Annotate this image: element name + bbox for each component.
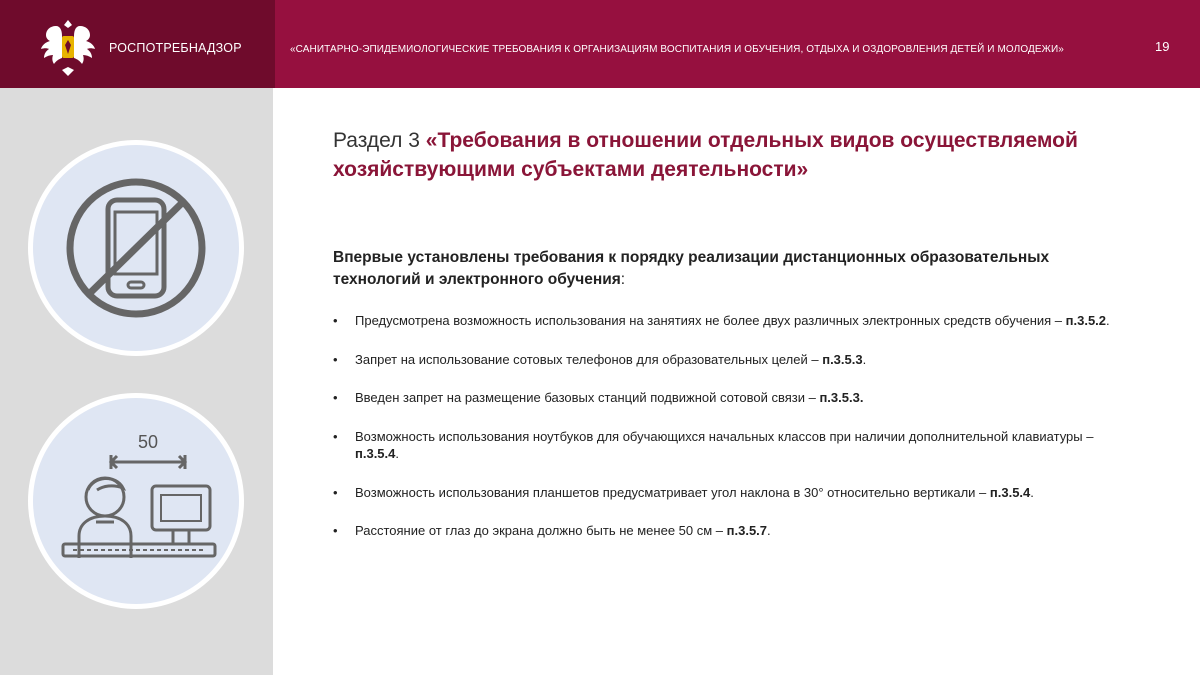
list-item-end: . (862, 351, 867, 367)
list-item (333, 484, 1123, 502)
list-item-end: . (1106, 313, 1110, 328)
section-heading (333, 126, 1093, 184)
brand-name: РОСПОТРЕБНАДЗОР (109, 41, 242, 55)
bullet-marker: • (333, 390, 338, 405)
list-item-text: Предусмотрена возможность использования на занятиях не более двух различных электронных средств обучения – (355, 313, 1066, 328)
clause-reference: п.3.5.7 (726, 523, 768, 538)
list-item (333, 389, 1123, 407)
no-phone-icon (33, 145, 239, 351)
bullet-marker: • (333, 523, 338, 538)
section-prefix: Раздел 3 (333, 129, 426, 152)
lead-paragraph (333, 247, 1093, 291)
child-at-computer-icon (33, 398, 239, 604)
no-phone-circle (28, 140, 244, 356)
list-item (333, 351, 1123, 369)
list-item-end: . (1030, 484, 1034, 500)
bullet-marker: • (333, 351, 338, 367)
bullet-marker: • (333, 313, 338, 328)
brand-block (0, 0, 275, 88)
list-item-end: . (767, 523, 771, 538)
clause-reference: п.3.5.4 (989, 484, 1031, 500)
list-item-text: Возможность использования ноутбуков для обучающихся начальных классов при наличии дополнительной клавиатуры – (355, 428, 1094, 444)
list-item (333, 428, 1123, 463)
list-item (333, 522, 1123, 540)
header (0, 0, 1200, 88)
bullet-marker: • (333, 484, 338, 500)
lead-text: Впервые установлены требования к порядку реализации дистанционных образовательных технологий и электронного обучения (333, 249, 1050, 288)
requirements-list (333, 312, 1123, 540)
clause-reference: п.3.5.4 (355, 446, 396, 461)
list-item-text: Введен запрет на размещение базовых станций подвижной сотовой связи – (355, 390, 820, 405)
list-item-text: Расстояние от глаз до экрана должно быть не менее 50 см – (355, 523, 727, 538)
clause-reference: п.3.5.3. (819, 390, 864, 405)
clause-reference: п.3.5.2 (1065, 313, 1107, 328)
clause-reference: п.3.5.3 (822, 351, 863, 367)
list-item (333, 312, 1123, 330)
list-item-text: Запрет на использование сотовых телефонов для образовательных целей – (355, 351, 823, 367)
lead-suffix: : (620, 271, 626, 288)
screen-distance-circle (28, 393, 244, 609)
distance-label: 50 (137, 432, 159, 452)
page-number: 19 (1155, 39, 1170, 54)
section-title: «Требования в отношении отдельных видов осуществляемой хозяйствующими субъектами деятельности» (333, 129, 1078, 181)
document-title: «САНИТАРНО-ЭПИДЕМИОЛОГИЧЕСКИЕ ТРЕБОВАНИЯ К ОРГАНИЗАЦИЯМ ВОСПИТАНИЯ И ОБУЧЕНИЯ, ОТДЫХА И ОЗДОРОВЛЕНИЯ ДЕТЕЙ И МОЛОДЕЖИ» (290, 44, 1064, 55)
list-item-end: . (395, 446, 400, 461)
double-headed-eagle-emblem-icon (34, 12, 102, 80)
list-item-text: Возможность использования планшетов предусматривает угол наклона в 30° относительно вертикали – (355, 484, 990, 500)
bullet-marker: • (333, 428, 338, 444)
